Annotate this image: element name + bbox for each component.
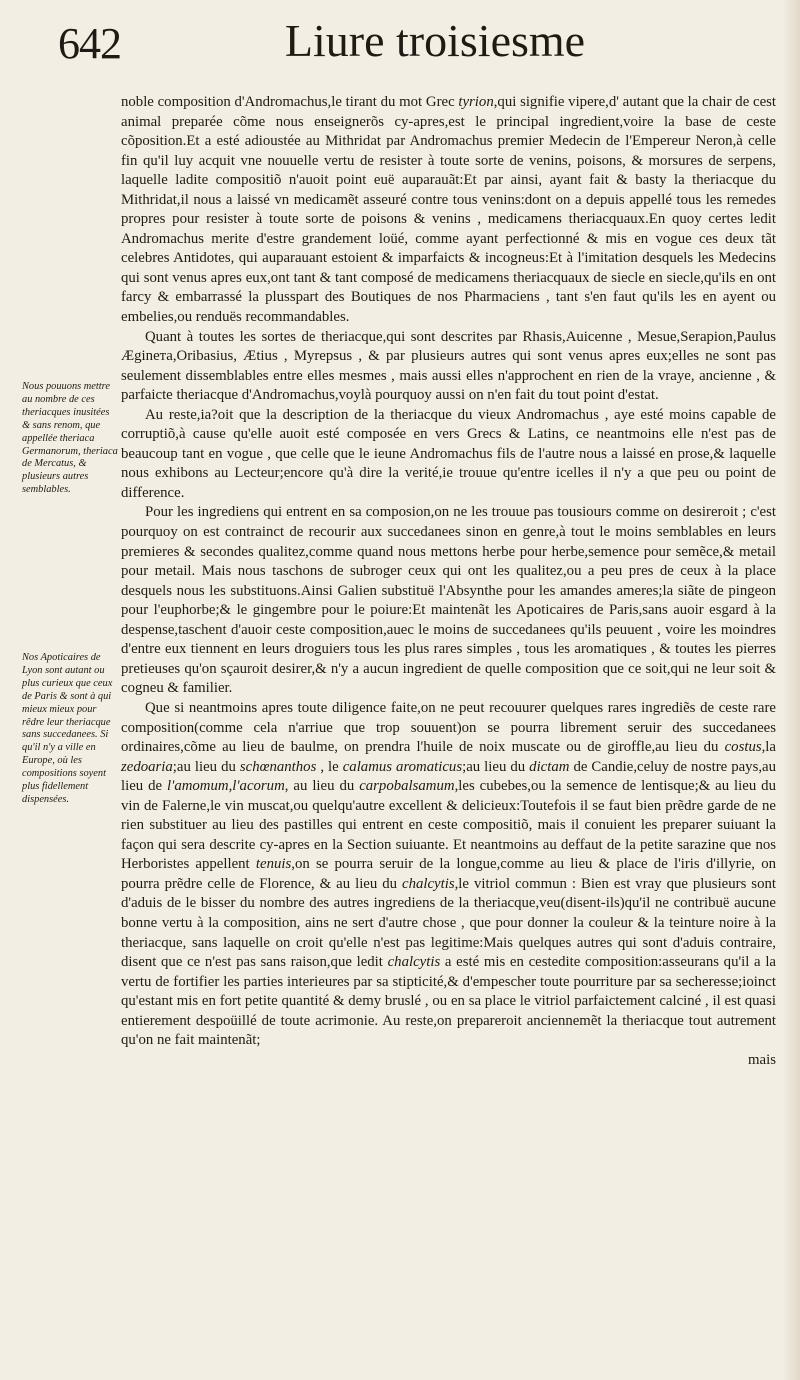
text-run: ;au lieu du <box>462 758 530 775</box>
running-head: Liure troisiesme <box>284 15 586 66</box>
text-run: ,qui signifie vipere,d' autant que la chair de cest animal preparée cõme nous enseignerõs cy-apres,est le principal ingredient,voire la base de ceste cõposition.Et a esté adioustée au Mithridat par Andromachus premier Medecin de l'Empereur Neron,à celle fin qu'il luy acquit vne nouuelle vertu de resister à toute sorte de venins, poisons, & morsures de serpens, laquelle ladite compositiõ n'auoit point euë auparauãt:Et par ainsi, ayant fait & basty la theriacque du Mithridat,il nous a laissé vn medicamẽt asseuré contre tous venins:dont on a depuis appellé tous les remedes propres pour resister à toute sorte de poisons & venins , medicamens theriacquaux.En quoy certes ledit Andromachus merite d'estre grandement loüé, comme ayant perfectionné & mis en vogue ces deux tãt celebres Antidotes, qui auparauant estoient & imparfaicts & incogneus:Et à l'imitation desquels les Medecins qui sont venus apres eux,ont tant & tant composé de medicamens theriacquaux de siecle en siecle,qu'ils en ont farcy & embarrassé la plusspart des Boutiques de nos Pharmaciens , tant s'en faut qu'ils les en ayent ou embelies,ou renduës recommandables. <box>121 94 777 326</box>
marginal-note-2: Nos Apoticaires de Lyon sont autant ou plus curieux que ceux de Paris & sont à qui mieux mieux pour rêdre leur theriacque sans succedanees. Si qu'il n'y a ville en Europe, où les compositions soyent plus fidellement dispensées. <box>22 652 113 805</box>
marginal-note-1: Nous pouuons mettre au nombre de ces theriacques inusitées & sans renom, que appellée theriaca Germanorum, theriaca de Mercatus, & plusieurs autres semblables. <box>22 381 118 496</box>
body-text <box>121 93 776 1070</box>
italic-term: chalcytis <box>387 954 441 971</box>
paragraph-1 <box>121 93 776 328</box>
italic-term: chalcytis <box>402 875 455 892</box>
page-number: 642 <box>58 19 121 68</box>
italic-term: costus <box>724 739 762 756</box>
page-edge-shading <box>782 0 800 1380</box>
italic-term: tyrion <box>458 94 494 110</box>
italic-term: tenuis <box>255 856 292 873</box>
text-run: de Candie,celuy de nostre pays,au lieu de <box>121 758 776 795</box>
text-run: , au lieu du <box>284 778 360 795</box>
italic-term: schœnanthos <box>239 758 317 775</box>
text-run: ;au lieu du <box>172 758 240 775</box>
text-run: ,la <box>761 739 776 756</box>
paragraph-2: Quant à toutes les sortes de theriacque,qui sont descrites par Rhasis,Auicenne , Mesue,Serapion,Paulus Æginета,Oribasius, Ætius , Myrepsus , & par plusieurs autres qui sont venus apres eux;elles ne sont pas seulement dissemblables entre elles mesmes , mais aussi elles n'approchent en rien de la vraye, ancienne , & parfaicte theriacque d'Andromachus,voylà pourquoy aussi on n'en fait du tout point d'estat. <box>121 328 776 404</box>
italic-term: l'amomum,l'acorum <box>167 778 285 795</box>
text-run: ,le vitriol commun : Bien est vray que plusieurs sont d'aduis de le bisser du nombre des autres ingrediens de la theriacque,veu(disent-ils)qu'il ne contribuë aucune bonne vertu à la composition, ains ne sert d'autre chose , que pour donner la couleur & la teinture noire à la theriacque, sans laquelle on croit qu'elle n'est pas legitime:Mais quelques autres qui sont d'aduis contraire, disent que ce n'est pas sans raison,que ledit <box>121 875 776 971</box>
paragraph-4: Pour les ingrediens qui entrent en sa composion,on ne les trouue pas tousiours comme on desireroit ; c'est pourquoy on est contrainct de recourir aux succedanees sinon en genre,à tout le moins semblables en leurs premieres & secondes qualitez,comme quand nous mettons herbe pour herbe,semence pour semẽce,& metail pour metail. Mais nous taschons de subroger ceux qui ont les qualitez,ou a peu pres de ceux à la place desquels nous les substituons.Ainsi Galien substituë l'Absynthe pour les amandes ameres;la siãte de pingeon pour l'euphorbe;& le gingembre pour le poiure:Et maintenãt les Apoticaires de Paris,sans auoir esgard à la despense,taschent d'auoir ceste composition,auec le moins de succedanees qu'ils peuuent , voire les moindres d'entre eux tiennent en leurs droguiers tous les plus rares simples , tous les aromatiques , & toutes les pierres pretieuses qu'on sçauroit desirer,& n'y a aucun ingredient de quelle composition que ce soit,qui ne leur soit & cogneu & familier. <box>121 504 776 697</box>
text-run: ,on se pourra seruir de la longue,comme au lieu & place de l'iris d'illyrie, on pourra prẽdre celle de Florence, & au lieu du <box>121 856 777 892</box>
text-run: ,les cubebes,ou la semence de lentisque;& au lieu du vin de Falerne,le vin muscat,ou quelqu'autre excellent & delicieux:Toutefois il se faut bien prẽdre garde de ne rien substituer au lieu des pastilles qui entrent en ceste compositiõ, mais il conuient les preparer suiuant la façon qui sera descrite cy-apres en la Section suiuante. Et neantmoins au deffaut de la petite sarazine que nos Herboristes appellent <box>121 778 776 873</box>
italic-term: carpobalsamum <box>359 778 455 795</box>
catchword: mais <box>748 1051 776 1068</box>
text-run: , le <box>316 758 343 775</box>
italic-term: dictam <box>529 758 570 775</box>
italic-term: zedoaria <box>121 758 173 775</box>
text-run: noble composition d'Andromachus,le tirant du mot Grec <box>121 94 459 110</box>
paragraph-3: Au reste,ia?oit que la description de la theriacque du vieux Andromachus , aye esté moins capable de corruptiõ,à cause qu'elle auoit esté composée en vers Grecs & Latins, ce neantmoins elle n'est pas de beaucoup tant en vogue , que celle que le ieune Andromachus fils de l'autre nous a laissé en prose,& laquelle nous exhibons au Lecteur;encore qu'à dire la verité,ie trouue qu'entre icelles il n'y a que peu ou point de difference. <box>121 406 776 501</box>
text-run: a esté mis en cestedite composition:asseurans qu'il a la vertu de fortifier les parties interieures par sa stipticité,& d'empescher toute pourriture par sa secheresse;ioinct qu'estant mis en fort petite quantité & demy bruslé , ou en sa place le vitriol parfaictement calciné , il est quasi entierement despoüillé de toute acrimonie. Au reste,on prepareroit anciennemẽt la theriacque tout autrement qu'on ne fait maintenãt; <box>121 954 776 1049</box>
italic-term: calamus aromaticus <box>342 758 463 775</box>
text-run: Que si neantmoins apres toute diligence faite,on ne peut recouurer quelques rares ingrediẽs de ceste rare composition(comme cela n'arriue que trop souuent)on se pourra librement seruir des succedanees ordinaires,cõme au lieu de baulme, on prendra l'huile de noix muscate ou de giroffle,au lieu du <box>121 699 776 756</box>
paragraph-5 <box>121 699 776 1051</box>
